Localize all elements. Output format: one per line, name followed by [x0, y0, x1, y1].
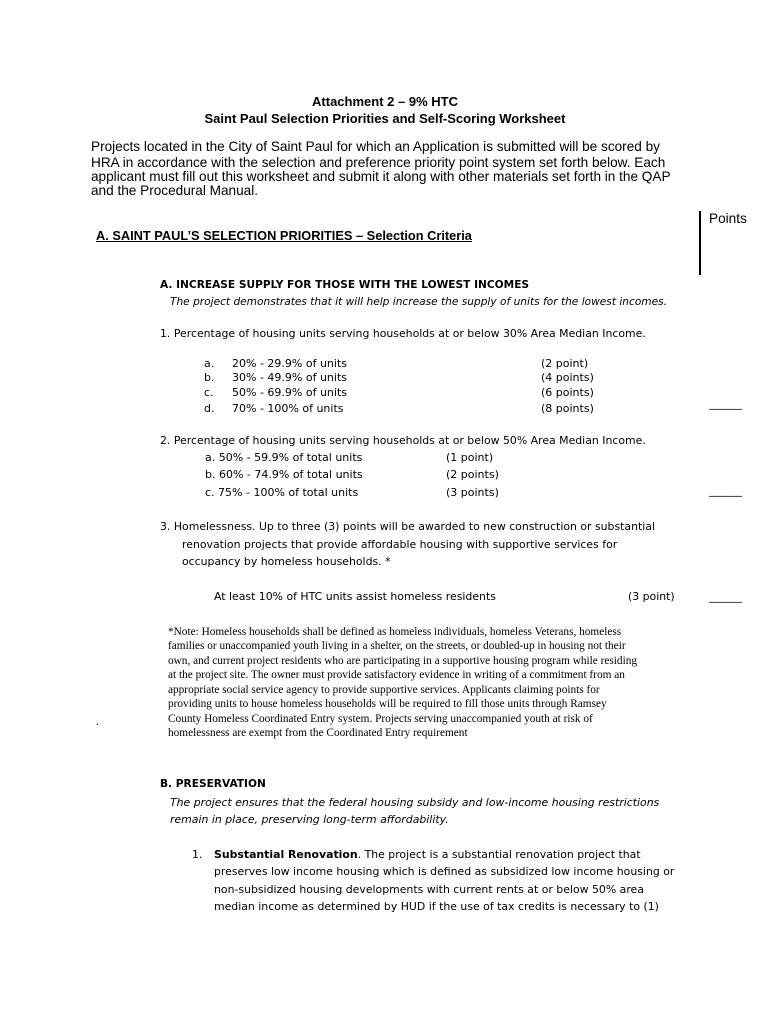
note-line-1: *Note: Homeless households shall be defined as homeless individuals, homeless Veterans, homeless — [168, 626, 622, 638]
item-1-option-c-points: (6 points) — [541, 386, 594, 399]
item-1-score-blank[interactable]: ______ — [709, 397, 742, 410]
substantial-renovation-label: Substantial Renovation — [214, 848, 358, 861]
section-a-heading: A. SAINT PAUL’S SELECTION PRIORITIES – Selection Criteria — [96, 228, 472, 243]
item-1-option-c-letter: c. — [204, 386, 214, 399]
item-1-option-b-points: (4 points) — [541, 371, 594, 384]
sub-b-description-line-1: The project ensures that the federal housing subsidy and low-income housing restrictions — [170, 796, 660, 809]
note-line-4: at the project site. The owner must provide satisfactory evidence in writing of a commitment from an — [168, 669, 625, 681]
note-line-7: County Homeless Coordinated Entry system. Projects serving unaccompanied youth at risk of — [168, 713, 593, 725]
stray-dot: . — [96, 716, 99, 728]
item-3-criterion: At least 10% of HTC units assist homeless residents — [214, 590, 496, 603]
points-header: Points — [709, 211, 747, 226]
item-1-option-d-range: 70% - 100% of units — [232, 402, 344, 415]
note-line-5: appropriate social service agency to provide supportive services. Applicants claiming points for — [168, 684, 600, 696]
item-2-text: 2. Percentage of housing units serving households at or below 50% Area Median Income. — [160, 434, 646, 447]
sub-b-item-1-line-2: preserves low income housing which is defined as subsidized low income housing or — [214, 865, 675, 878]
sub-b-item-1-line-4: median income as determined by HUD if the use of tax credits is necessary to (1) — [214, 900, 659, 913]
item-2-option-a-points: (1 point) — [446, 451, 494, 464]
sub-a-description: The project demonstrates that it will help increase the supply of units for the lowest incomes. — [170, 296, 668, 308]
item-1-option-a-points: (2 point) — [541, 357, 589, 370]
item-2-option-b-points: (2 points) — [446, 468, 499, 481]
title-line-1: Attachment 2 – 9% HTC — [312, 94, 458, 109]
item-2-option-c: c. 75% - 100% of total units — [205, 486, 359, 499]
item-3-line-2: renovation projects that provide affordable housing with supportive services for — [182, 538, 618, 551]
intro-line-3: applicant must fill out this worksheet and submit it along with other materials set forth in the QAP — [91, 169, 671, 184]
item-2-score-blank[interactable]: ______ — [709, 484, 742, 497]
sub-b-item-1-number: 1. — [192, 848, 203, 861]
item-3-points: (3 point) — [628, 590, 675, 603]
intro-line-2: HRA in accordance with the selection and preference priority point system set forth below. Each — [91, 155, 666, 170]
item-2-option-c-points: (3 points) — [446, 486, 499, 499]
sub-b-item-1-first-line — [214, 848, 641, 861]
note-line-6: providing units to house homeless households will be required to fill those units through Ramsey — [168, 698, 607, 710]
note-line-3: own, and current project residents who are participating in a supportive housing program while residing — [168, 655, 638, 667]
substantial-renovation-first-line-rest: . The project is a substantial renovation project that — [357, 848, 641, 861]
item-3-score-blank[interactable]: ______ — [709, 590, 742, 603]
points-column-rule — [699, 211, 701, 275]
item-1-option-c-range: 50% - 69.9% of units — [232, 386, 347, 399]
item-1-option-b-letter: b. — [204, 371, 215, 384]
item-1-option-d-points: (8 points) — [541, 402, 594, 415]
note-line-2: families or unaccompanied youth living in a shelter, on the streets, or doubled-up in housing not their — [168, 640, 626, 652]
item-1-option-b-range: 30% - 49.9% of units — [232, 371, 347, 384]
sub-b-heading: B. PRESERVATION — [160, 778, 266, 790]
intro-line-1: Projects located in the City of Saint Paul for which an Application is submitted will be scored by — [91, 139, 660, 154]
sub-b-item-1-line-3: non-subsidized housing developments with current rents at or below 50% area — [214, 883, 644, 896]
item-3-line-3: occupancy by homeless households. * — [182, 555, 391, 568]
item-1-text: 1. Percentage of housing units serving households at or below 30% Area Median Income. — [160, 327, 646, 340]
item-1-option-d-letter: d. — [204, 402, 215, 415]
item-3-line-1: 3. Homelessness. Up to three (3) points will be awarded to new construction or substantial — [160, 520, 655, 533]
note-line-8: homelessness are exempt from the Coordinated Entry requirement — [168, 727, 468, 739]
item-1-option-a-range: 20% - 29.9% of units — [232, 357, 347, 370]
item-2-option-a: a. 50% - 59.9% of total units — [205, 451, 363, 464]
item-1-option-a-letter: a. — [204, 357, 215, 370]
item-2-option-b: b. 60% - 74.9% of total units — [205, 468, 363, 481]
intro-line-4: and the Procedural Manual. — [91, 183, 259, 198]
title-line-2: Saint Paul Selection Priorities and Self-Scoring Worksheet — [204, 111, 566, 126]
sub-a-heading: A. INCREASE SUPPLY FOR THOSE WITH THE LOWEST INCOMES — [160, 279, 530, 291]
sub-b-description-line-2: remain in place, preserving long-term affordability. — [170, 813, 449, 826]
